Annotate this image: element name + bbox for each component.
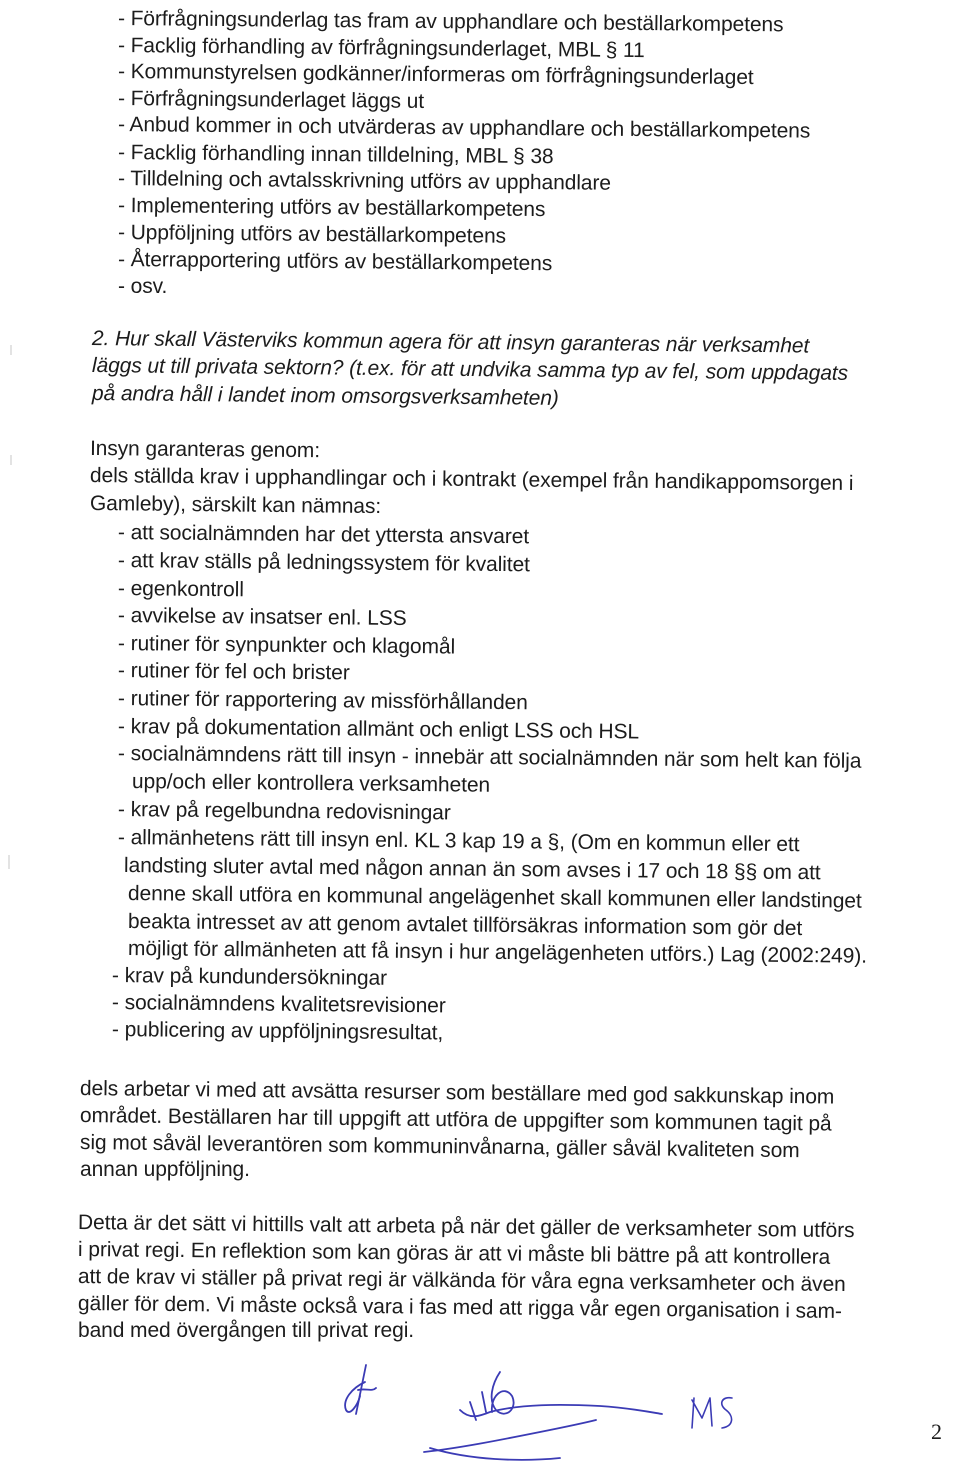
answer-list-item: - socialnämndens kvalitetsrevisioner (111, 991, 446, 1018)
answer-list-item: - krav på kundundersökningar (111, 964, 388, 990)
margin-mark (10, 345, 12, 355)
signature-stroke (424, 1420, 596, 1452)
margin-mark (8, 855, 10, 869)
list-item: - Implementering utförs av beställarkompetens (117, 194, 546, 222)
list-item: - Kommunstyrelsen godkänner/informeras om förfrågningsunderlaget (117, 60, 754, 90)
paragraph-line: området. Beställaren har till uppgift att utföra de uppgifter som kommunen tagit på (79, 1104, 832, 1136)
answer-list-continuation: beakta intresset av att genom avtalet tillförsäkras information som gör det (127, 910, 803, 941)
list-item: - Facklig förhandling innan tilldelning, MBL § 38 (117, 141, 554, 169)
answer-list-item: - socialnämndens rätt till insyn - innebär att socialnämnden när som helt kan följa (117, 742, 862, 773)
answer-intro-line: dels ställda krav i upphandlingar och i kontrakt (exempel från handikappomsorgen i (89, 464, 854, 495)
paragraph-line: dels arbetar vi med att avsätta resurser som beställare med god sakkunskap inom (79, 1077, 835, 1109)
answer-list-item: - att krav ställs på ledningssystem för kvalitet (117, 549, 530, 577)
answer-list-item: - egenkontroll (117, 577, 244, 602)
question-line: 2. Hur skall Västerviks kommun agera för att insyn garanteras när verksamhet (91, 327, 810, 358)
margin-mark (10, 455, 12, 465)
paragraph-line: att de krav vi ställer på privat regi är välkända för våra egna verksamheter och även (77, 1265, 846, 1297)
signature-stroke (430, 1448, 560, 1460)
list-item: - Förfrågningsunderlag tas fram av upphandlare och beställarkompetens (117, 7, 784, 37)
answer-list-item: - att socialnämnden har det yttersta ansvaret (117, 521, 530, 549)
answer-heading: Insyn garanteras genom: (89, 437, 321, 463)
answer-list-continuation: upp/och eller kontrollera verksamheten (131, 770, 491, 797)
signature-stroke (460, 1405, 662, 1416)
answer-list-item: - krav på regelbundna redovisningar (117, 798, 451, 825)
answer-list-continuation: möjligt för allmänheten att få insyn i hur angelägenheten utförs.) Lag (2002:249). (127, 937, 868, 968)
answer-list-continuation: denne skall utföra en kommunal angelägenhet skall kommunen eller landstinget (127, 882, 862, 913)
list-item: - osv. (118, 275, 168, 298)
paragraph-line: band med övergången till privat regi. (78, 1319, 415, 1342)
answer-list-item: - krav på dokumentation allmänt och enligt LSS och HSL (117, 715, 640, 744)
initial-s (722, 1398, 732, 1428)
paragraph-line: i privat regi. En reflektion som kan göras är att vi måste bli bättre på att kontrollera (77, 1238, 831, 1269)
list-item: - Tilldelning och avtalsskrivning utförs av upphandlare (117, 167, 612, 195)
signature-stroke (470, 1392, 486, 1420)
paragraph-line: gäller för dem. Vi måste också vara i fas med att rigga vår egen organisation i sam- (77, 1292, 842, 1323)
paragraph-line: Detta är det sätt vi hittills valt att arbeta på när det gäller de verksamheter som utförs (77, 1211, 855, 1243)
question-line: på andra håll i landet inom omsorgsverksamheten) (91, 382, 559, 410)
answer-list-item: - allmänhetens rätt till insyn enl. KL 3 kap 19 a §, (Om en kommun eller ett (117, 826, 800, 857)
paragraph-line: annan uppföljning. (80, 1158, 250, 1181)
answer-list-item: - rutiner för rapportering av missförhållanden (117, 687, 528, 715)
list-item: - Uppföljning utförs av beställarkompetens (117, 221, 507, 248)
initial-m (692, 1398, 712, 1428)
answer-intro-line: Gamleby), särskilt kan nämnas: (89, 492, 382, 519)
initial-stroke (345, 1382, 365, 1412)
list-item: - Anbud kommer in och utvärderas av upphandlare och beställarkompetens (117, 113, 811, 143)
question-line: läggs ut till privata sektorn? (t.ex. för att undvika samma typ av fel, som uppdagats (91, 354, 849, 385)
answer-list-item: - rutiner för synpunkter och klagomål (117, 632, 456, 659)
page-number: 2 (931, 1419, 942, 1444)
paragraph-line: sig mot såväl leverantören som kommuninvånarna, gäller såväl kvaliteten som (79, 1131, 800, 1163)
list-item: - Facklig förhandling av förfrågningsunderlaget, MBL § 11 (117, 34, 645, 63)
answer-list-continuation: landsting sluter avtal med någon annan än som avses i 17 och 18 §§ om att (123, 854, 821, 885)
answer-list-item: - rutiner för fel och brister (117, 659, 350, 685)
initial-stroke (356, 1365, 376, 1414)
answer-list-item: - publicering av uppföljningsresultat, (111, 1018, 444, 1045)
list-item: - Förfrågningsunderlaget läggs ut (117, 87, 425, 113)
signature-stroke (492, 1372, 514, 1414)
list-item: - Återrapportering utförs av beställarkompetens (117, 248, 553, 276)
answer-list-item: - avvikelse av insatser enl. LSS (117, 604, 407, 631)
